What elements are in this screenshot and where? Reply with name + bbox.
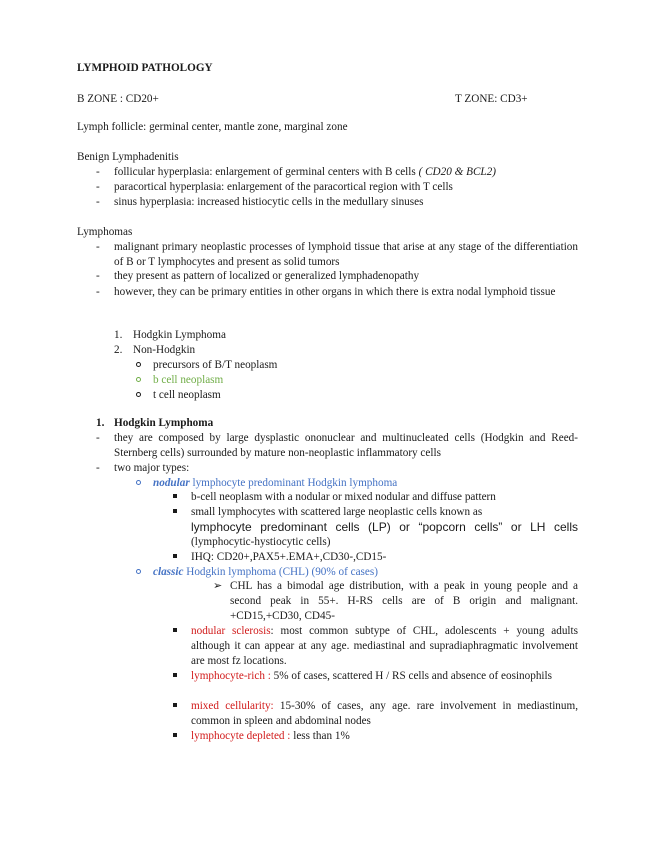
nodular-label: nodular: [153, 477, 190, 489]
section-heading-hodgkin: Hodgkin Lymphoma: [114, 417, 214, 429]
classic-arrow-note: CHL has a bimodal age distribution, with a peak in young people and a second peak in 55+. H-RS cells are of B origin and malignant. +CD15,+CD30, CD45-: [230, 580, 578, 622]
benign-item-3: sinus hyperplasia: increased histiocytic cells in the medullary sinuses: [114, 196, 424, 208]
subitem-precursors: precursors of B/T neoplasm: [153, 359, 278, 371]
arrow-bullet-icon: ➢: [213, 580, 223, 592]
dash-bullet: -: [96, 241, 100, 253]
nodular-bullet-2-end: (lymphocytic-hystiocytic cells): [191, 536, 331, 548]
circle-bullet-icon: [136, 362, 141, 367]
circle-bullet-icon: [136, 377, 141, 382]
numbered-item-hodgkin: Hodgkin Lymphoma: [133, 329, 226, 341]
numbered-item-non-hodgkin: Non-Hodgkin: [133, 344, 196, 356]
section-number: 1.: [96, 417, 105, 429]
subtype-desc: : most common subtype of CHL, adolescents + young adults although it can appear at any age. mediastinal and supradiaphragmatic involvement are most fz locations.: [191, 625, 578, 667]
subitem-t-cell: t cell neoplasm: [153, 389, 221, 401]
hodgkin-item-1: they are composed by large dysplastic ononuclear and multinucleated cells (Hodgkin and Reed-Sternberg cells) surrounded by mature non-neoplastic inflammatory cells: [114, 432, 578, 459]
lymph-follicle-line: Lymph follicle: germinal center, mantle zone, marginal zone: [77, 121, 348, 133]
subtype-desc: 15-30% of cases, any age. rare involvement in mediastinum, common in spleen and abdominal nodes: [191, 700, 578, 727]
subtype-name: nodular sclerosis: [191, 625, 271, 637]
nodular-bullet-ihq: IHQ: CD20+,PAX5+.EMA+,CD30-,CD15-: [191, 551, 387, 563]
subtype-name: lymphocyte-rich :: [191, 670, 271, 682]
lymphomas-item-2: they present as pattern of localized or generalized lymphadenopathy: [114, 270, 420, 282]
benign-heading: Benign Lymphadenitis: [77, 151, 179, 163]
nodular-bullet-2: small lymphocytes with scattered large neoplastic cells known as: [191, 506, 483, 518]
square-bullet-icon: [173, 494, 177, 498]
dash-bullet: -: [96, 270, 100, 282]
nodular-bullet-2-cells: lymphocyte predominant cells (LP) or “popcorn cells” or LH cells: [191, 520, 578, 534]
benign-item-1: [114, 165, 496, 180]
dash-bullet: -: [96, 286, 100, 298]
circle-bullet-icon: [136, 569, 141, 574]
lymphomas-item-3: however, they can be primary entities in other organs in which there is extra nodal lymphoid tissue: [114, 286, 556, 298]
dash-bullet: -: [96, 166, 100, 178]
t-zone-label: T ZONE: CD3+: [455, 93, 528, 105]
b-zone-label: B ZONE : CD20+: [77, 93, 159, 105]
subtype-mixed-cellularity: [191, 699, 578, 729]
dash-bullet: -: [96, 196, 100, 208]
classic-heading: [153, 565, 378, 580]
nodular-heading-rest: lymphocyte predominant Hodgkin lymphoma: [189, 477, 398, 489]
benign-item-1-text: follicular hyperplasia: enlargement of germinal centers with B cells: [114, 166, 419, 178]
dash-bullet: -: [96, 432, 100, 444]
subitem-b-cell: b cell neoplasm: [153, 374, 224, 386]
nodular-bullet-1: b-cell neoplasm with a nodular or mixed nodular and diffuse pattern: [191, 491, 496, 503]
subtype-desc: 5% of cases, scattered H / RS cells and absence of eosinophils: [270, 670, 553, 682]
classic-label: classic: [153, 566, 184, 578]
circle-bullet-icon: [136, 480, 141, 485]
list-number-2: 2.: [114, 344, 123, 356]
hodgkin-item-2: two major types:: [114, 462, 190, 474]
classic-heading-rest: Hodgkin lymphoma (CHL) (90% of cases): [183, 566, 378, 578]
square-bullet-icon: [173, 733, 177, 737]
dash-bullet: -: [96, 462, 100, 474]
subtype-name: lymphocyte depleted :: [191, 730, 291, 742]
subtype-name: mixed cellularity:: [191, 700, 274, 712]
subtype-nodular-sclerosis: [191, 624, 578, 669]
square-bullet-icon: [173, 703, 177, 707]
list-number-1: 1.: [114, 329, 123, 341]
subtype-desc: less than 1%: [290, 730, 350, 742]
subtype-lymphocyte-depleted: [191, 729, 350, 744]
nodular-heading: [153, 476, 397, 491]
square-bullet-icon: [173, 509, 177, 513]
lymphomas-item-1: malignant primary neoplastic processes of lymphoid tissue that arise at any stage of the differentiation of B or T lymphocytes and present as solid tumors: [114, 241, 578, 268]
lymphomas-heading: Lymphomas: [77, 226, 133, 238]
subtype-lymphocyte-rich: [191, 669, 578, 684]
dash-bullet: -: [96, 181, 100, 193]
square-bullet-icon: [173, 554, 177, 558]
page-title: LYMPHOID PATHOLOGY: [77, 62, 213, 74]
benign-item-1-markers: ( CD20 & BCL2): [418, 166, 496, 178]
square-bullet-icon: [173, 628, 177, 632]
square-bullet-icon: [173, 673, 177, 677]
circle-bullet-icon: [136, 392, 141, 397]
benign-item-2: paracortical hyperplasia: enlargement of the paracortical region with T cells: [114, 181, 453, 193]
